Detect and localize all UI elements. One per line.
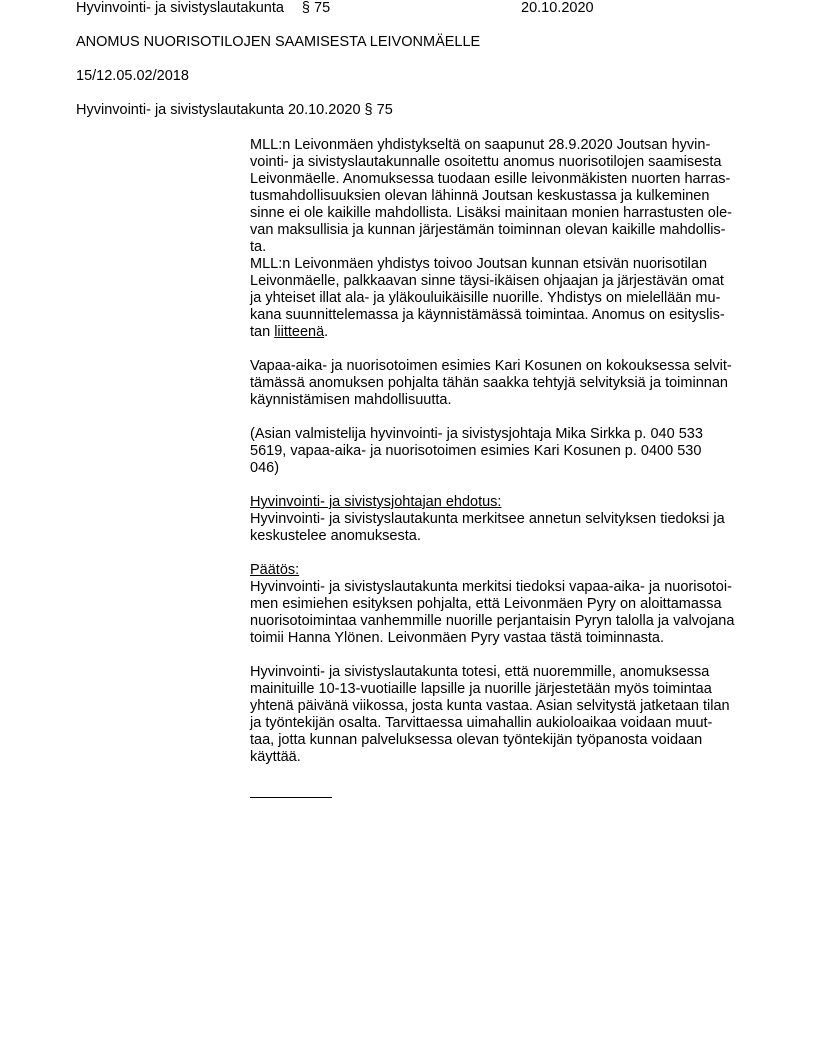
body-line: käynnistämisen mahdollisuutta.	[250, 392, 452, 408]
record-number: 15/12.05.02/2018	[76, 68, 189, 84]
body-line: nuorisotoimintaa vanhemmille nuorille perjantaisin Pyryn talolla ja valvojana	[250, 613, 735, 629]
body-line: taa, jotta kunnan palveluksessa olevan työntekijän työpanosta voidaan	[250, 732, 703, 748]
body-line: ja työntekijän osalta. Tarvittaessa uimahallin aukioloaikaa voidaan muut-	[250, 715, 713, 731]
header-committee: Hyvinvointi- ja sivistyslautakunta	[76, 0, 284, 16]
header-date: 20.10.2020	[521, 0, 594, 16]
body-line: tämässä anomuksen pohjalta tähän saakka tehtyjä selvityksiä ja toiminnan	[250, 375, 728, 391]
body-line: Hyvinvointi- ja sivistyslautakunta merkitsee annetun selvityksen tiedoksi ja	[250, 511, 725, 527]
body-line: van maksullisia ja kunnan järjestämän toiminnan olevan kaikille mahdollis-	[250, 222, 726, 238]
body-line: keskustelee anomuksesta.	[250, 528, 421, 544]
document-title: ANOMUS NUORISOTILOJEN SAAMISESTA LEIVONMÄELLE	[76, 34, 481, 50]
body-line: MLL:n Leivonmäen yhdistykseltä on saapunut 28.9.2020 Joutsan hyvin-	[250, 137, 711, 153]
body-line: (Asian valmistelija hyvinvointi- ja sivistysjohtaja Mika Sirkka p. 040 533	[250, 426, 703, 442]
header-left	[76, 0, 330, 17]
body-line: tusmahdollisuuksien olevan lähinnä Joutsan keskustassa ja kulkeminen	[250, 188, 710, 204]
body-line: mainituille 10-13-vuotiaille lapsille ja nuorille järjestetään myös toimintaa	[250, 681, 712, 697]
header-section: § 75	[301, 0, 331, 16]
body-line: vointi- ja sivistyslautakunnalle osoitettu anomus nuorisotilojen saamisesta	[250, 154, 722, 170]
paragraph-gap	[250, 766, 750, 783]
attachment-link[interactable]: liitteenä	[274, 324, 325, 340]
body-line: Leivonmäelle, palkkaavan sinne täysi-ikäisen ohjaajan ja järjestävän omat	[250, 273, 724, 289]
body-line: toimii Hanna Ylönen. Leivonmäen Pyry vastaa tästä toiminnasta.	[250, 630, 665, 646]
body-line: sinne ei ole kaikille mahdollista. Lisäksi mainitaan monien harrastusten ole-	[250, 205, 732, 221]
body-line: Hyvinvointi- ja sivistyslautakunta merkitsi tiedoksi vapaa-aika- ja nuorisotoi-	[250, 579, 732, 595]
body-line: Vapaa-aika- ja nuorisotoimen esimies Kari Kosunen on kokouksessa selvit-	[250, 358, 732, 374]
paragraph-gap	[250, 409, 750, 426]
document-body	[250, 137, 750, 798]
meeting-reference: Hyvinvointi- ja sivistyslautakunta 20.10.2020 § 75	[76, 102, 393, 118]
body-line: ja yhteiset illat ala- ja yläkouluikäisille nuorille. Yhdistys on mielellään mu-	[250, 290, 721, 306]
decision-heading: Päätös:	[250, 562, 300, 578]
proposal-heading: Hyvinvointi- ja sivistysjohtajan ehdotus:	[250, 494, 502, 510]
body-line: Hyvinvointi- ja sivistyslautakunta totesi, että nuoremmille, anomuksessa	[250, 664, 710, 680]
signature-line	[250, 783, 332, 798]
paragraph-gap	[250, 477, 750, 494]
paragraph-gap	[250, 647, 750, 664]
body-line: men esimiehen esityksen pohjalta, että Leivonmäen Pyry on aloittamassa	[250, 596, 722, 612]
body-line: MLL:n Leivonmäen yhdistys toivoo Joutsan kunnan etsivän nuorisotilan	[250, 256, 708, 272]
paragraph-gap	[250, 545, 750, 562]
paragraph-gap	[250, 341, 750, 358]
body-line: Leivonmäelle. Anomuksessa tuodaan esille leivonmäkisten nuorten harras-	[250, 171, 731, 187]
body-line	[250, 324, 750, 341]
body-line: 046)	[250, 460, 280, 476]
body-line-prefix: tan	[250, 324, 275, 340]
body-line: 5619, vapaa-aika- ja nuorisotoimen esimies Kari Kosunen p. 0400 530	[250, 443, 702, 459]
body-line: kana suunnittelemassa ja käynnistämässä toimintaa. Anomus on esityslis-	[250, 307, 725, 323]
body-line: käyttää.	[250, 749, 301, 765]
body-line-suffix: .	[324, 324, 329, 340]
body-line: yhtenä päivänä viikossa, josta kunta vastaa. Asian selvitystä jatketaan tilan	[250, 698, 730, 714]
body-line: ta.	[250, 239, 267, 255]
